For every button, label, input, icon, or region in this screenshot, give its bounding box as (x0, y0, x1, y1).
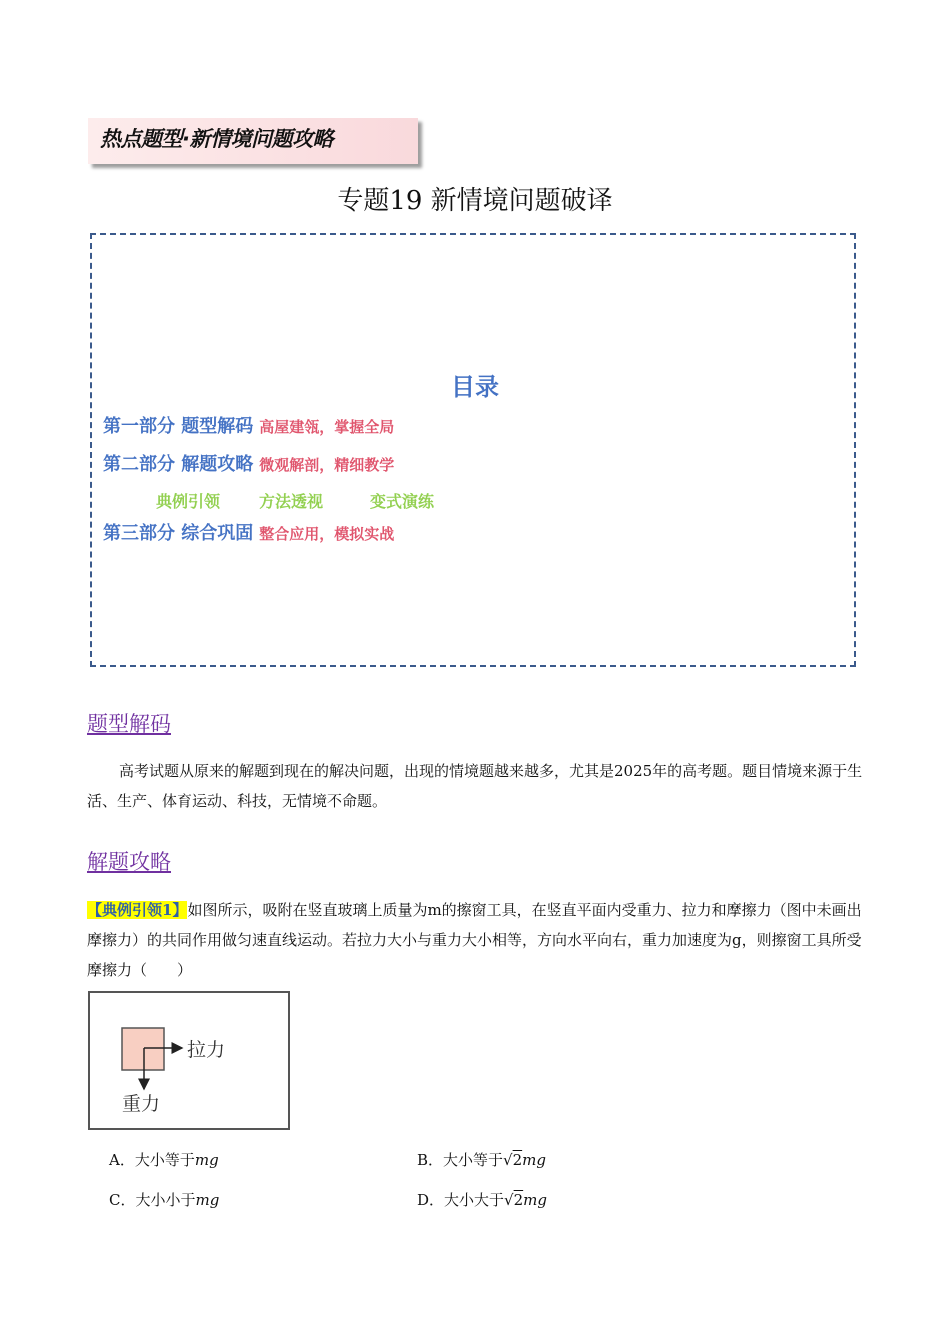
option-letter: C． (109, 1191, 136, 1209)
document-title: 专题19 新情境问题破译 (337, 186, 613, 216)
option-letter: D． (417, 1191, 445, 1209)
example-text: 如图所示，吸附在竖直玻璃上质量为m的擦窗工具，在竖直平面内受重力、拉力和摩擦力（图中未画出摩擦力）的共同作用做匀速直线运动。若拉力大小与重力大小相等，方向水平向右，重力加速度为g，则擦窗工具所受摩擦力（ ） (87, 901, 862, 979)
toc-part-desc: 微观解剖，精细教学 (259, 456, 395, 474)
gravity-label: 重力 (122, 1093, 161, 1115)
section-heading-strategy: 解题攻略 (87, 850, 171, 874)
option-letter: A． (109, 1151, 135, 1169)
toc-part-desc: 整合应用，模拟实战 (259, 525, 395, 543)
toc-part-2[interactable] (103, 450, 394, 476)
option-a[interactable] (109, 1149, 219, 1170)
option-c[interactable] (109, 1189, 219, 1210)
option-b[interactable] (417, 1149, 546, 1170)
option-text: 大小小于 (135, 1191, 196, 1209)
toc-sub-example[interactable]: 典例引领 (156, 492, 221, 511)
example-tag: 【典例引领1】 (87, 901, 188, 919)
toc-part-label: 第三部分 综合巩固 (103, 523, 254, 544)
toc-heading: 目录 (451, 373, 499, 401)
banner-text: 热点题型·新情境问题攻略 (100, 127, 333, 151)
option-d[interactable] (417, 1189, 547, 1210)
option-math: mg (523, 1191, 547, 1209)
option-text: 大小等于 (443, 1151, 504, 1169)
option-math: mg (194, 1151, 219, 1169)
sqrt-symbol: √ (503, 1151, 513, 1169)
topic-banner (88, 118, 418, 164)
sqrt-symbol: √ (504, 1191, 514, 1209)
force-diagram (88, 991, 290, 1130)
toc-part-desc: 高屋建瓴，掌握全局 (259, 418, 395, 436)
option-text: 大小大于 (444, 1191, 505, 1209)
toc-part-label: 第二部分 解题攻略 (103, 454, 254, 475)
toc-part-1[interactable] (103, 412, 394, 438)
section-heading-decode: 题型解码 (87, 712, 171, 736)
option-letter: B． (417, 1151, 444, 1169)
window-cleaner-block (122, 1028, 164, 1070)
section-decode-body: 高考试题从原来的解题到现在的解决问题，出现的情境题越来越多，尤其是2025年的高考题。题目情境来源于生活、生产、体育运动、科技，无情境不命题。 (87, 762, 863, 810)
option-math: mg (195, 1191, 220, 1209)
pull-force-label: 拉力 (187, 1039, 226, 1061)
example-question (87, 895, 863, 985)
option-radicand: 2 (513, 1191, 524, 1209)
toc-part-3[interactable] (103, 519, 394, 545)
toc-sub-method[interactable]: 方法透视 (259, 492, 324, 511)
toc-sub-practice[interactable]: 变式演练 (370, 492, 435, 511)
option-math: mg (522, 1151, 546, 1169)
toc-part-label: 第一部分 题型解码 (103, 416, 254, 437)
option-radicand: 2 (512, 1151, 523, 1169)
table-of-contents (90, 233, 856, 667)
option-text: 大小等于 (134, 1151, 195, 1169)
